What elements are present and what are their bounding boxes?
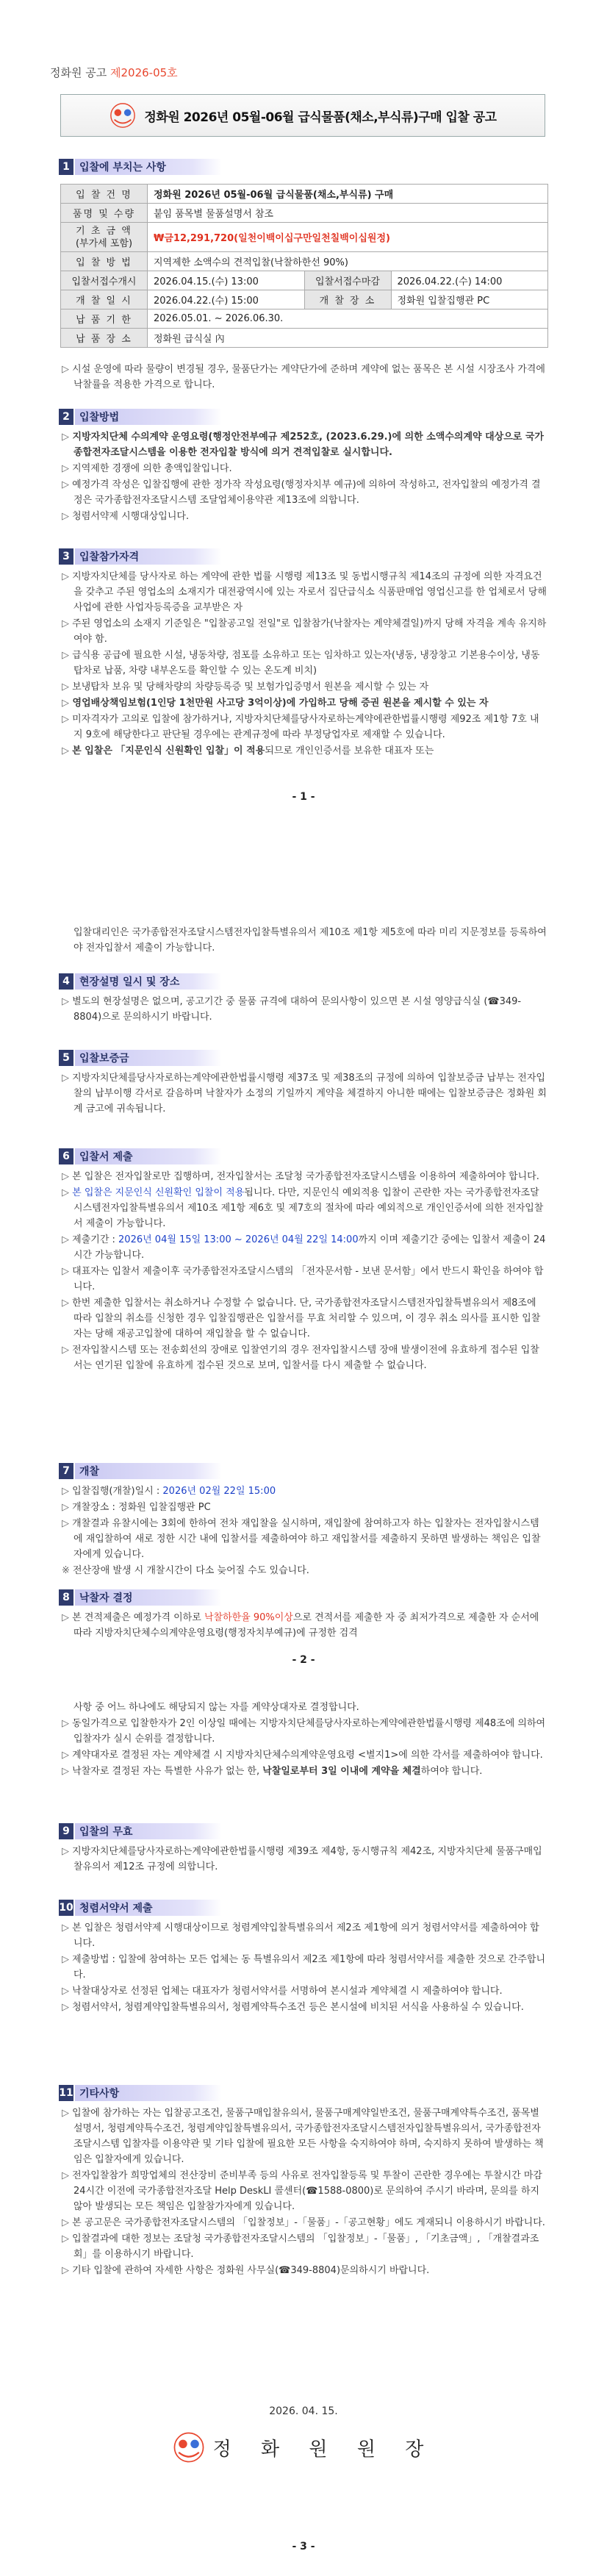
section-2-header: 2 입찰방법: [59, 409, 222, 425]
section-4-header: 4 현장설명 일시 및 장소: [59, 973, 222, 990]
section-6-header: 6 입찰서 제출: [59, 1148, 222, 1164]
section-8-header: 8 낙찰자 결정: [59, 1589, 222, 1606]
section-3-body: ▷ 지방자치단체를 당사자로 하는 계약에 관한 법률 시행령 제13조 및 동법시행규칙 제14조의 규정에 의한 자격요건을 갖추고 주된 영업소의 소재지가 대전광역시에 있는 자로서 집단급식소 식품판매업 영업신고를 한 업체로서 당해사업에 관한 사업자등록증을 교부받은 자 ▷ 주된 영업소의 소재지 기준일은 "입찰공고일 전일"로 입찰참가(낙찰자는 계약체결일)까지 당해 자격을 계속 유지하여야 함. ▷ 급식용 공급에 필요한 시설, 냉동차량, 점포를 소유하고 또는 임차하고 있는자(냉동, 냉장창고 기본용수이상, 냉동탑차로 납품, 차량 내부온도를 확인할 수 있는 온도계 비치) ▷ 보냉탑차 보유 및 당해차량의 차량등록증 및 보험가입증명서 원본을 제시할 수 있는 자 ▷ 영업배상책임보험(1인당 1천만원 사고당 3억이상)에 가입하고 당해 증권 원본을 제시할 수 있는 자 ▷ 미자격자가 고의로 입찰에 참가하거나, 지방자치단체를당사자로하는계약에관한법률시행령 제92조 제1항 7호 내지 9호에 해당한다고 판단될 경우에는 관계규정에 따라 부정당업자로 제재할 수 있습니다. ▷ 본 입찰은 「지문인식 신원확인 입찰」이 적용되므로 개인인증서를 보유한 대표자 또는: [62, 571, 547, 756]
notice-date: 2026. 04. 15.: [269, 2405, 338, 2417]
section-11-body: ▷ 입찰에 참가하는 자는 입찰공고조건, 물품구매입찰유의서, 물품구매계약일반조건, 물품구매계약특수조건, 품목별설명서, 청렴계약특수조건, 청렴계약입찰특별유의서, 국가종합전자조달시스템전자입찰특별유의서, 국가종합전자조달시스템 입찰자를 이용약관 및 기타 입찰에 필요한 모든 사항을 숙지하여야 하며, 숙지하지 못하여 발생하는 책임은 입찰자에게 있습니다. ▷ 전자입찰참가 희망업체의 전산장비 준비부족 등의 사유로 전자입찰등록 및 투찰이 곤란한 경우에는 투찰시간 마감 24시간 이전에 국가종합전자조달 Help DeskLI 콜센터(☎1588-0800)로 문의하여 주시기 바라며, 문의를 하지 않아 발생되는 모든 책임은 입찰참가자에게 있습니다. ▷ 본 공고문은 국가종합전자조달시스템의 「입찰정보」-「물품」-「공고현황」에도 게재되니 이용하시기 바랍니다. ▷ 입찰결과에 대한 정보는 조달청 국가종합전자조달시스템의 「입찰정보」-「물품」, 「기초금액」, 「개찰결과조회」를 이용하시기 바랍니다. ▷ 기타 입찰에 관하여 자세한 사항은 정화원 사무실(☎349-8804)문의하시기 바랍니다.: [62, 2108, 545, 2276]
signer-name: 정 화 원 원 장: [212, 2438, 436, 2461]
section-7-body: ▷ 입찰집행(개찰)일시 : 2026년 02월 22일 15:00 ▷ 개찰장소 : 정화원 입찰집행관 PC ▷ 개찰결과 유찰시에는 3회에 한하여 전차 재입찰을 실시하며, 재입찰에 참여하고자 하는 입찰자는 전자입찰시스템에 재입찰하여 새로 정한 시간 내에 입찰서를 제출하여야 하고 재입찰서를 제출하지 못하면 발생하는 책임은 입찰자에게 있습니다. ※ 전산장애 발생 시 개찰시간이 다소 늦어질 수도 있습니다.: [62, 1486, 541, 1576]
section-9-header: 9 입찰의 무효: [59, 1823, 222, 1839]
section-5-header: 5 입찰보증금: [59, 1050, 222, 1066]
section-3-continued: 입찰대리인은 국가종합전자조달시스템전자입찰특별유의서 제10조 제1항 제5호에 따라 미리 지문정보를 등록하여야 전자입찰서 제출이 가능합니다.: [73, 927, 547, 954]
title-banner: [60, 94, 545, 137]
jeonghwawon-logo-icon: [109, 101, 137, 129]
jeonghwawon-seal-icon: [172, 2430, 206, 2464]
page-number-1: - 1 -: [292, 791, 315, 803]
section-3-header: 3 입찰참가자격: [59, 548, 222, 565]
signature-block: [0, 2405, 607, 2464]
section-11-header: 11 기타사항: [59, 2085, 222, 2101]
section-1-note: ▷ 시설 운영에 따라 물량이 변경될 경우, 물품단가는 계약단가에 준하며 계약에 없는 품목은 본 시설 시장조사 가격에 낙찰률을 적용한 가격으로 합니다.: [62, 364, 545, 390]
notice-number: 정화원 공고 제2026-05호: [50, 66, 178, 79]
page-1: [0, 0, 607, 875]
section-5-body: ▷ 지방자치단체를당사자로하는계약에관한법률시행령 제37조 및 제38조의 규정에 의하여 입찰보증금 납부는 전자입찰의 납부이행 각서로 갈음하며 낙찰자가 소정의 기일까지 계약을 체결하지 아니한 때에는 입찰보증금은 정화원 회계 금고에 귀속됩니다.: [62, 1073, 547, 1115]
section-2-body: ▷ 지방자치단체 수의계약 운영요령(행정안전부예규 제252호, (2023.6.29.)에 의한 소액수의계약 대상으로 국가종합전자조달시스템을 이용한 전자입찰 방식에 의거 견적입찰로 실시합니다. ▷ 지역제한 경쟁에 의한 총액입찰입니다. ▷ 예정가격 작성은 입찰집행에 관한 정가작 작성요령(행정자치부 예규)에 의하여 작성하고, 전자입찰의 예정가격 결정은 국가종합전자조달시스템 조달업체이용약관 제13조에 의합니다. ▷ 청렴서약제 시행대상입니다.: [62, 432, 544, 522]
section-10-body: ▷ 본 입찰은 청렴서약제 시행대상이므로 청렴계약입찰특별유의서 제2조 제1항에 의거 청렴서약서를 제출하여야 합니다. ▷ 제출방법 : 입찰에 참여하는 모든 업체는 동 특별유의서 제2조 제1항에 따라 청렴서약서를 제출한 것으로 간주합니다. ▷ 낙찰대상자로 선정된 업체는 대표자가 청렴서약서를 서명하여 본시설과 계약체결 시 제출하여야 합니다. ▷ 청렴서약서, 청렴계약입찰특별유의서, 청렴계약특수조건 등은 본시설에 비치된 서식을 사용하실 수 있습니다.: [62, 1922, 546, 2013]
section-8-body: ▷ 본 견적제출은 예정가격 이하로 낙찰하한율 90%이상으로 견적서를 제출한 자 중 최저가격으로 제출한 자 순서에 따라 지방자치단체수의계약운영요령(행정자치부예규)에 규정한 검격: [62, 1612, 539, 1639]
section-9-body: ▷ 지방자치단체를당사자로하는계약에관한법률시행령 제39조 제4항, 동시행규칙 제42조, 지방자치단체 물품구매입찰유의서 제12조 규정에 의합니다.: [62, 1846, 542, 1872]
page-2: [0, 875, 607, 1698]
section-6-body: ▷ 본 입찰은 전자입찰로만 집행하며, 전자입찰서는 조달청 국가종합전자조달시스템을 이용하여 제출하여야 합니다. ▷ 본 입찰은 지문인식 신원확인 입찰이 적용됩니다. 다만, 지문인식 예외적용 입찰이 곤란한 자는 국가종합전자조달시스템전자입찰특별유의서 제10조 제1항 제6호 및 제7호의 절차에 따라 예외적으로 개인인증서에 의한 전자입찰서 제출이 가능합니다. ▷ 제출기간 : 2026년 04월 15일 13:00 ~ 2026년 04월 22일 14:00까지 이며 제출기간 중에는 입찰서 제출이 24시간 가능합니다. ▷ 대표자는 입찰서 제출이후 국가종합전자조달시스템의 「전자문서함 - 보낸 문서함」에서 반드시 확인을 하여야 합니다. ▷ 한번 제출한 입찰서는 취소하거나 수정할 수 없습니다. 단, 국가종합전자조달시스템전자입찰특별유의서 제8조에 따라 입찰의 취소를 신청한 경우 입찰집행관은 입찰서를 무효 처리할 수 있으며, 이 경우 취소 의사를 표시한 입찰자는 당해 재공고입찰에 대하여 재입찰을 할 수 없습니다. ▷ 전자입찰시스템 또는 전송회선의 장애로 입찰연기의 경우 전자입찰시스템 장애 발생이전에 유효하게 접수된 입찰서는 연기된 입찰에 유효하게 접수된 것으로 보며, 입찰서를 다시 제출할 수 없습니다.: [62, 1171, 546, 1371]
page-title: 정화원 2026년 05월-06월 급식물품(채소,부식류)구매 입찰 공고: [144, 110, 497, 125]
section-8-continued: 사항 중 어느 하나에도 해당되지 않는 자를 계약상대자로 결정합니다. ▷ 동일가격으로 입찰한자가 2인 이상일 때에는 지방자치단체를당사자로하는계약에관한법률시행령 제48조에 의하여 입찰자가 실시 순위를 결정합니다. ▷ 계약대자로 결정된 자는 계약체결 시 지방자치단체수의계약운영요령 <별지1>에 의한 각서를 제출하여야 합니다. ▷ 낙찰자로 결정된 자는 특별한 사유가 없는 한, 낙찰일로부터 3일 이내에 계약을 체결하여야 합니다.: [62, 1702, 546, 1777]
bid-info-table: 입 찰 건 명 정화원 2026년 05월-06월 급식물품(채소,부식류) 구매 품명 및 수량 붙임 품목별 물품설명서 참조 기 초 금 액 (부가세 포함) ₩금12,291,720(일천이백이십구만일천칠백이십원정) 입 찰 방 법 지역제한 소액수의 견적입찰(낙찰하한선 90%) 입찰서접수개시 2026.04.15.(수) 13:00 입찰서접수마감 2026.04.22.(수) 14:00 개 찰 일 시 2026.04.22.(수) 15:00 개 찰 장 소 정화원 입찰집행관 PC 납 품 기 한 2026.05.01. ~ 2026.06.30. 납 품 장 소 정화원 급식실 內: [60, 184, 548, 348]
page-number-2: - 2 -: [292, 1654, 315, 1666]
page-3: [0, 1698, 607, 2576]
section-1-header: 1 입찰에 부치는 사항: [59, 159, 222, 175]
page-number-3: - 3 -: [292, 2541, 315, 2552]
section-4-body: ▷ 별도의 현장설명은 없으며, 공고기간 중 물품 규격에 대하여 문의사항이 있으면 본 시설 영양급식실 (☎349-8804)으로 문의하시기 바랍니다.: [62, 996, 522, 1023]
section-7-header: 7 개찰: [59, 1463, 222, 1479]
section-10-header: 10 청렴서약서 제출: [59, 1900, 222, 1916]
